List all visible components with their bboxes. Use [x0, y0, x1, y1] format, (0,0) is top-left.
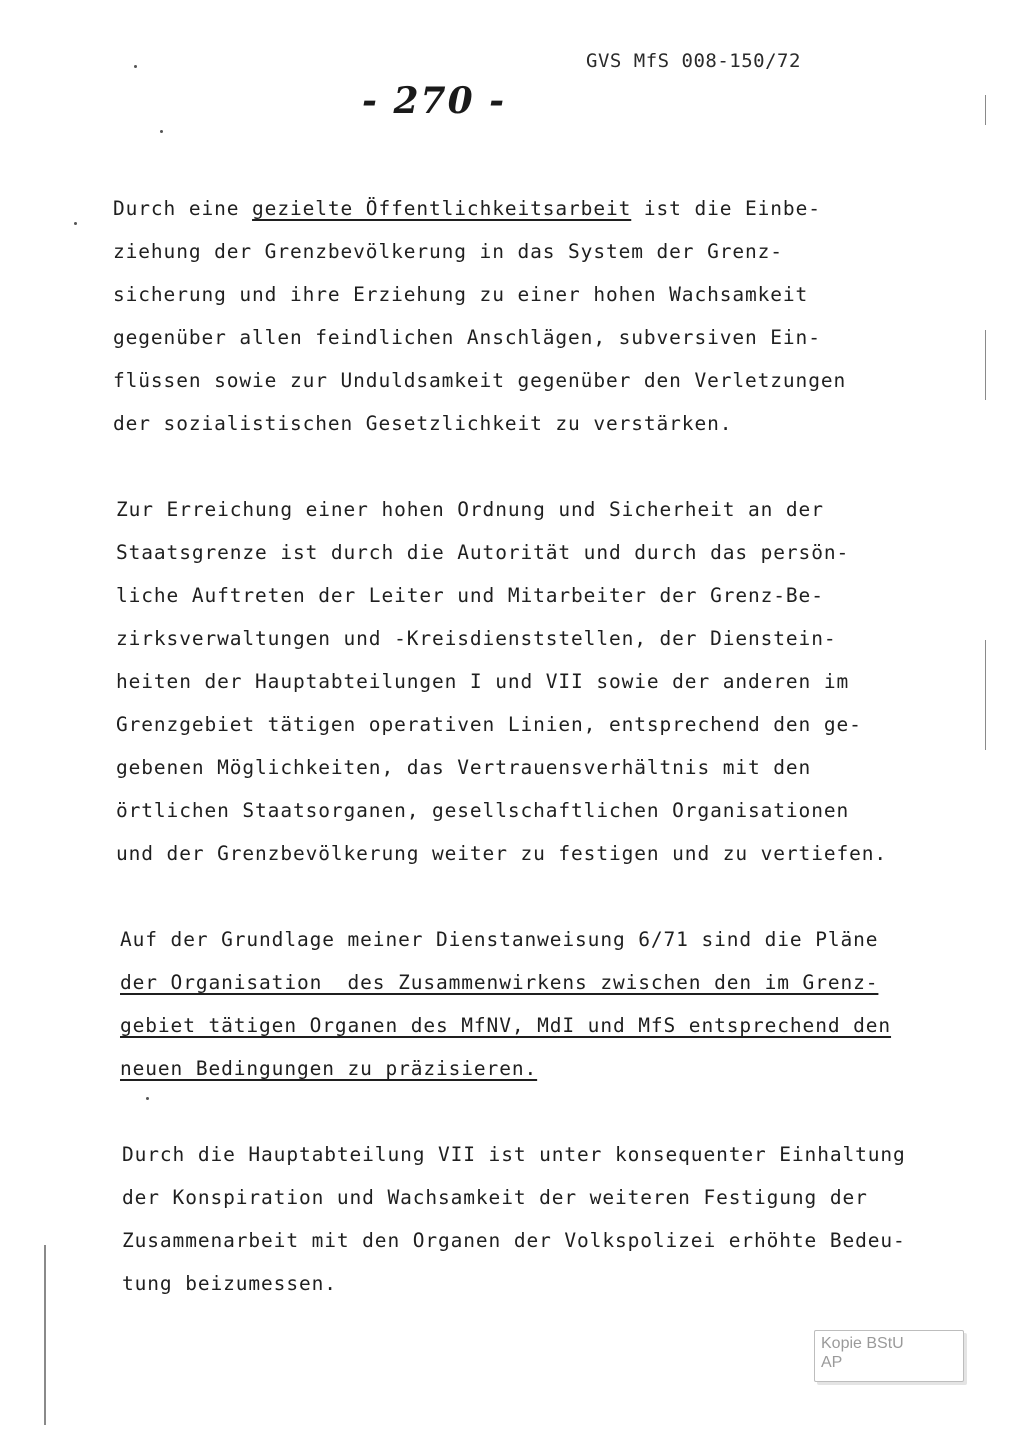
paragraph-1 — [113, 187, 913, 445]
text-line — [113, 402, 913, 445]
text-line — [120, 961, 920, 1004]
text-line — [120, 1047, 920, 1090]
line-text: örtlichen Staatsorganen, gesellschaftlichen Organisationen — [116, 799, 850, 822]
line-text: der Konspiration und Wachsamkeit der weiteren Festigung der — [122, 1186, 868, 1209]
scan-edge-mark — [985, 640, 986, 750]
line-text: Auf der Grundlage meiner Dienstanweisung 6/71 sind die Pläne — [120, 928, 879, 951]
underlined-text: neuen Bedingungen zu präzisieren. — [120, 1057, 538, 1080]
line-text: der sozialistischen Gesetzlichkeit zu verstärken. — [113, 412, 733, 435]
line-text: liche Auftreten der Leiter und Mitarbeiter der Grenz-Be- — [116, 584, 824, 607]
text-line — [113, 359, 913, 402]
stamp-line-1: Kopie BStU — [821, 1335, 904, 1352]
text-line — [122, 1262, 922, 1305]
text-line — [122, 1133, 922, 1176]
underlined-text: gezielte Öffentlichkeitsarbeit — [252, 197, 632, 220]
line-text: ziehung der Grenzbevölkerung in das System der Grenz- — [113, 240, 783, 263]
scan-edge-mark — [985, 95, 986, 125]
text-line — [120, 918, 920, 961]
line-text: und der Grenzbevölkerung weiter zu festigen und zu vertiefen. — [116, 842, 888, 865]
line-text: tung beizumessen. — [122, 1272, 337, 1295]
paragraph-2 — [116, 488, 916, 875]
line-text: heiten der Hauptabteilungen I und VII sowie der anderen im — [116, 670, 850, 693]
text-line — [116, 488, 916, 531]
line-text: gegenüber allen feindlichen Anschlägen, subversiven Ein- — [113, 326, 821, 349]
text-line — [113, 187, 913, 230]
scan-speck — [160, 130, 163, 133]
text-line — [116, 617, 916, 660]
line-text: sicherung und ihre Erziehung zu einer hohen Wachsamkeit — [113, 283, 809, 306]
text-line — [113, 273, 913, 316]
scan-speck — [74, 222, 77, 225]
line-text: Zusammenarbeit mit den Organen der Volkspolizei erhöhte Bedeu- — [122, 1229, 906, 1252]
text-line — [122, 1219, 922, 1262]
archive-stamp — [814, 1330, 964, 1382]
underlined-text: der Organisation des Zusammenwirkens zwischen den im Grenz- — [120, 971, 879, 994]
text-line — [122, 1176, 922, 1219]
scan-edge-mark — [985, 330, 986, 400]
text-line — [113, 230, 913, 273]
line-text: gebenen Möglichkeiten, das Vertrauensverhältnis mit den — [116, 756, 812, 779]
text-line — [116, 789, 916, 832]
text-line — [116, 703, 916, 746]
text-line — [116, 660, 916, 703]
line-text: Staatsgrenze ist durch die Autorität und durch das persön- — [116, 541, 850, 564]
line-text: flüssen sowie zur Unduldsamkeit gegenüber den Verletzungen — [113, 369, 847, 392]
line-text: Durch die Hauptabteilung VII ist unter konsequenter Einhaltung — [122, 1143, 906, 1166]
text-line — [120, 1004, 920, 1047]
scan-speck — [146, 1097, 149, 1100]
line-text: Durch eine — [113, 197, 253, 220]
document-reference: GVS MfS 008-150/72 — [586, 50, 801, 72]
stamp-line-2: AP — [821, 1354, 843, 1371]
text-line — [116, 832, 916, 875]
line-text: zirksverwaltungen und -Kreisdienststellen, der Dienstein- — [116, 627, 837, 650]
text-line — [116, 746, 916, 789]
text-line — [116, 531, 916, 574]
text-line — [113, 316, 913, 359]
scan-speck — [134, 65, 137, 68]
paragraph-3 — [120, 918, 920, 1090]
line-text: ist die Einbe- — [631, 197, 821, 220]
page-number: - 270 - — [362, 80, 507, 122]
line-text: Grenzgebiet tätigen operativen Linien, entsprechend den ge- — [116, 713, 862, 736]
underlined-text: gebiet tätigen Organen des MfNV, MdI und MfS entsprechend den — [120, 1014, 892, 1037]
paragraph-4 — [122, 1133, 922, 1305]
text-line — [116, 574, 916, 617]
scan-edge-mark — [44, 1245, 46, 1425]
line-text: Zur Erreichung einer hohen Ordnung und Sicherheit an der — [116, 498, 824, 521]
